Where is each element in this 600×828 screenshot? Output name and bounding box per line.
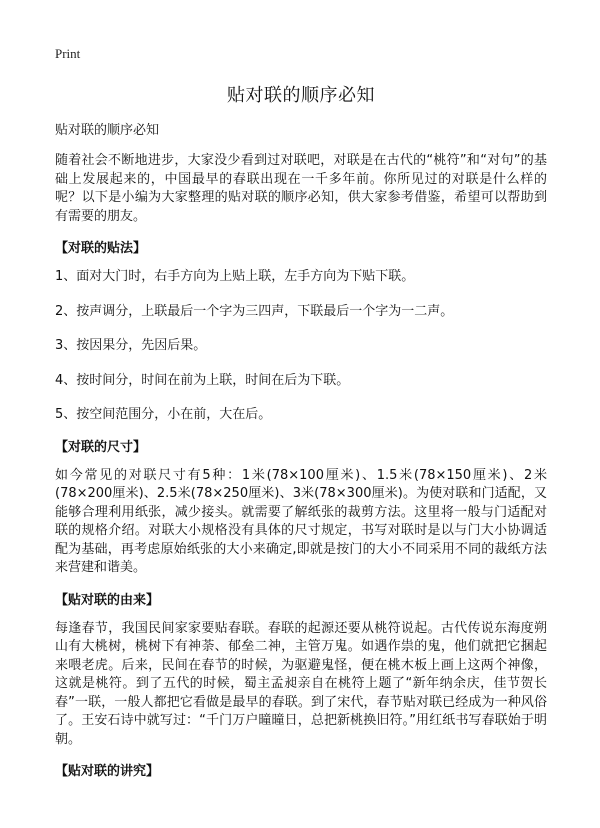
list-item: 1、面对大门时，右手方向为上贴上联，左手方向为下贴下联。 (55, 269, 415, 284)
section-heading-posting-method: 【对联的贴法】 (55, 241, 147, 256)
list-item: 2、按声调分，上联最后一个字为三四声，下联最后一个字为一二声。 (55, 303, 454, 319)
print-link[interactable]: Print (55, 46, 81, 61)
section-heading-dimensions: 【对联的尺寸】 (55, 439, 147, 455)
page-title: 贴对联的顺序必知 (227, 85, 375, 106)
section-heading-customs: 【贴对联的讲究】 (55, 764, 160, 779)
list-item: 3、按因果分，先因后果。 (55, 338, 207, 353)
origin-paragraph: 每逢春节，我国民间家家要贴春联。春联的起源还要从桃符说起。古代传说东海度朔山有大桃树，桃树下有神荼、郁垒二神，主管万鬼。如遇作祟的鬼，他们就把它捆起来喂老虎。后来，民间在春节的时候，为驱避鬼怪，便在桃木板上画上这两个神像，这就是桃符。到了五代的时候，蜀主孟昶亲自在桃符上题了“新年纳余庆，佳节贺长春”一联，一般人都把它看做是最早的春联。到了宋代，春节贴对联已经成为一种风俗了。王安石诗中就写过：“千门万户曈曈日，总把新桃换旧符。”用红纸书写春联始于明朝。 (55, 620, 547, 747)
list-item: 4、按时间分，时间在前为上联，时间在后为下联。 (55, 372, 350, 388)
section-heading-origin: 【贴对联的由来】 (55, 592, 160, 608)
dimensions-paragraph: 如今常见的对联尺寸有5种：1米(78×100厘米)、1.5米(78×150厘米)、2米(78×200厘米)、2.5米(78×250厘米)、3米(78×300厘米)。为使对联和门适配，又能够合理利用纸张，减少接头。就需要了解纸张的裁剪方法。这里将一般与门适配对联的规格介绍。对联大小规格没有具体的尺寸规定，书写对联时是以与门大小协调适配为基础，再考虑原始纸张的大小来确定,即就是按门的大小不同采用不同的裁纸方法来营建和谐美。 (55, 467, 547, 575)
list-item: 5、按空间范围分，小在前，大在后。 (55, 407, 272, 422)
article-subtitle: 贴对联的顺序必知 (55, 123, 160, 138)
intro-paragraph: 随着社会不断地进步，大家没少看到过对联吧，对联是在古代的“桃符”和“对句”的基础上发展起来的，中国最早的春联出现在一千多年前。你所见过的对联是什么样的呢？以下是小编为大家整理的贴对联的顺序必知，供大家参考借鉴，希望可以帮助到有需要的朋友。 (55, 153, 547, 224)
